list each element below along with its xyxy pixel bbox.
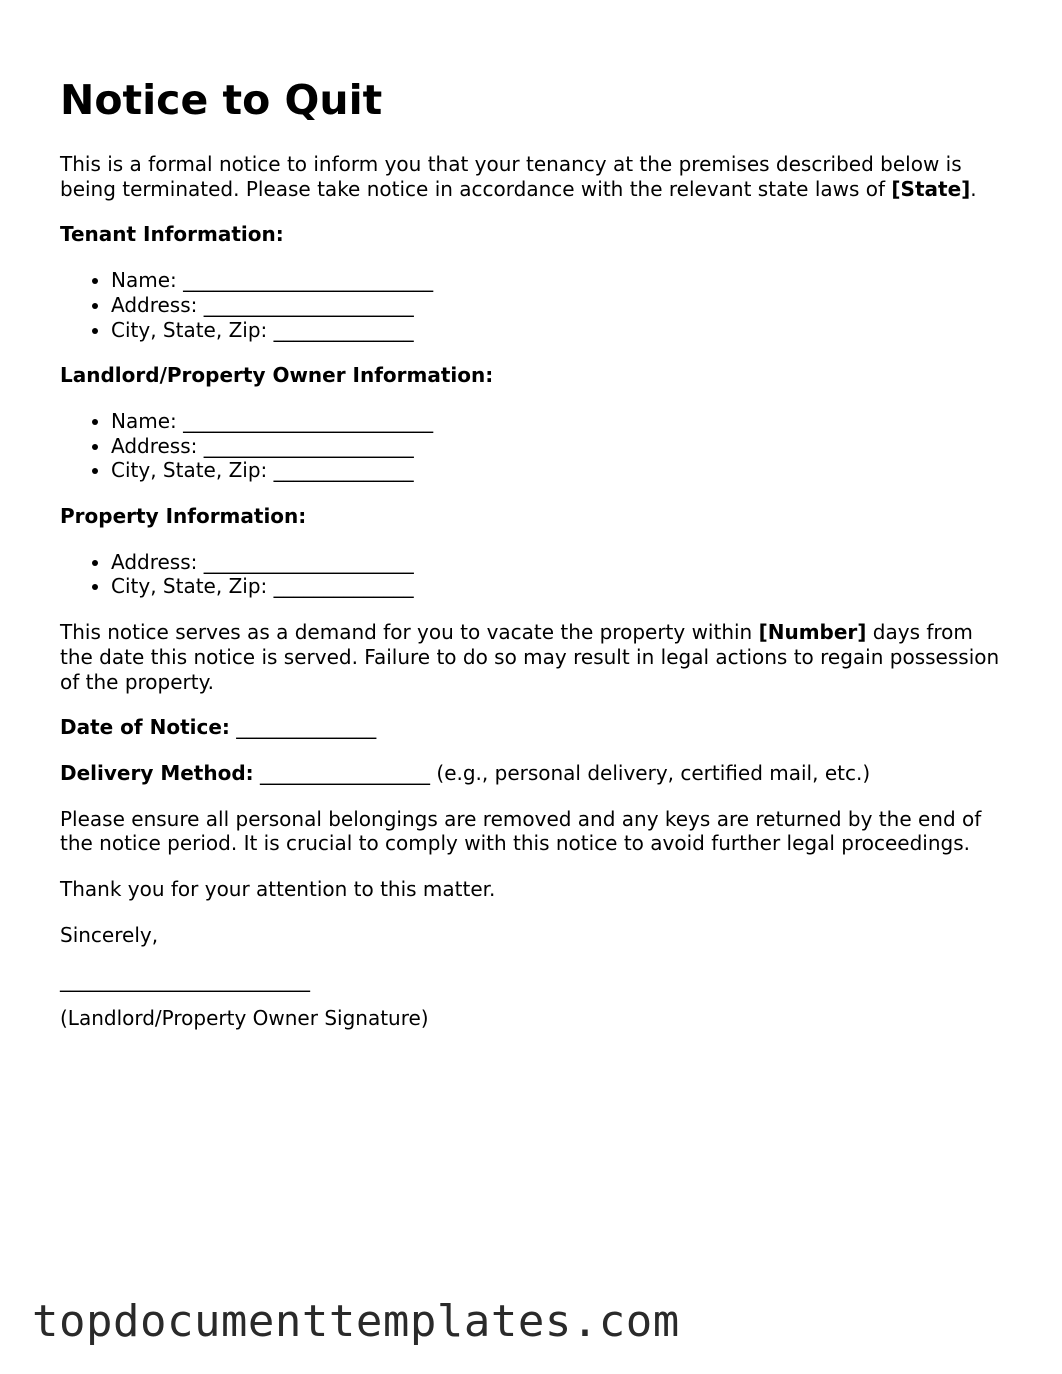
page-title: Notice to Quit	[60, 76, 383, 124]
property-heading: Property Information:	[60, 504, 307, 529]
tenant-address-field: • Address: _____________________	[111, 293, 1010, 318]
landlord-address-field: • Address: _____________________	[111, 434, 1010, 459]
tenant-heading: Tenant Information:	[60, 222, 284, 247]
delivery-method	[60, 761, 1010, 786]
signature-line: _________________________	[60, 968, 310, 993]
demand-paragraph	[60, 620, 1010, 694]
state-placeholder: [State]	[891, 176, 971, 201]
closing-text: Sincerely,	[60, 922, 159, 947]
watermark: topdocumenttemplates.com	[32, 1296, 680, 1347]
delivery-method-label: Delivery Method:	[60, 760, 254, 785]
intro-paragraph	[60, 152, 1010, 201]
date-of-notice-label: Date of Notice:	[60, 715, 230, 740]
landlord-list	[60, 409, 1010, 483]
number-placeholder: [Number]	[758, 620, 867, 645]
property-city-state-zip-field: • City, State, Zip: ______________	[111, 574, 1010, 599]
demand-after: days from the date this notice is served. Failure to do so may result in legal actions to regain possession of the property.	[60, 620, 1000, 694]
intro-end: .	[970, 176, 977, 201]
tenant-city-state-zip-field: • City, State, Zip: ______________	[111, 318, 1010, 343]
delivery-method-blank: _________________ (e.g., personal delivery, certified mail, etc.)	[253, 760, 871, 785]
landlord-heading: Landlord/Property Owner Information:	[60, 363, 494, 388]
tenant-name-field: • Name: _________________________	[111, 268, 1010, 293]
demand-before: This notice serves as a demand for you to vacate the property within	[60, 620, 759, 645]
property-list	[60, 550, 1010, 599]
belongings-paragraph: Please ensure all personal belongings are removed and any keys are returned by the end of the notice period. It is crucial to comply with this notice to avoid further legal proceedings.	[60, 806, 982, 856]
property-address-field: • Address: _____________________	[111, 550, 1010, 575]
intro-text: This is a formal notice to inform you that your tenancy at the premises described below is being terminated. Please take notice in accordance with the relevant state laws of	[60, 152, 962, 201]
thanks-paragraph: Thank you for your attention to this matter.	[60, 877, 496, 902]
date-of-notice-blank: ______________	[229, 715, 377, 740]
landlord-city-state-zip-field: • City, State, Zip: ______________	[111, 458, 1010, 483]
signature-caption: (Landlord/Property Owner Signature)	[60, 1006, 429, 1031]
date-of-notice	[60, 715, 1010, 740]
document-body	[60, 152, 1010, 1052]
tenant-list	[60, 268, 1010, 342]
landlord-name-field: • Name: _________________________	[111, 409, 1010, 434]
